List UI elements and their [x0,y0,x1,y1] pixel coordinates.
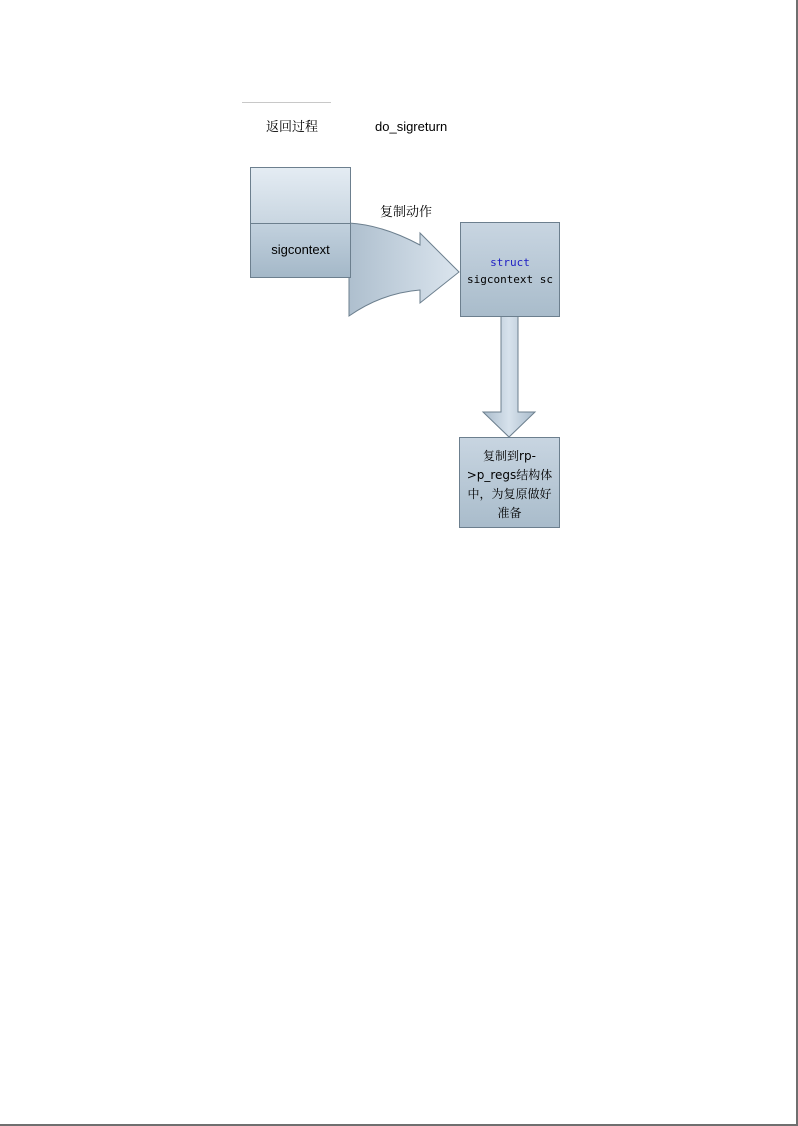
copy-action-label: 复制动作 [380,205,433,220]
return-process-label: 返回过程 [266,120,319,135]
struct-name: sigcontext sc [466,273,554,286]
do-sigreturn-label: do_sigreturn [375,119,448,134]
copy-arrow-down [483,316,535,437]
sigcontext-label: sigcontext [271,242,330,257]
sigcontext-box [250,223,351,278]
copy-to-regs-text: 复制到rp->p_regs结构体中，为复原做好准备 [466,449,553,520]
struct-keyword: struct [490,256,530,269]
copy-arrow-right [349,223,459,316]
stack-frame-box [250,167,351,224]
struct-sigcontext-box [460,222,560,317]
copy-to-regs-box [459,437,560,528]
